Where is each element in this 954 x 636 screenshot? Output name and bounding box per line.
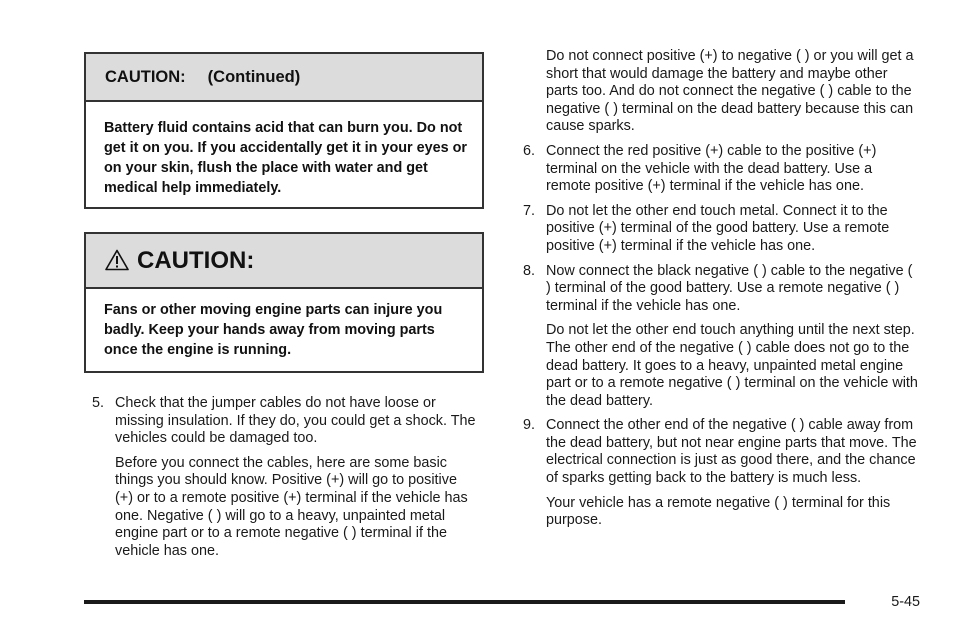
step-number: 9. <box>523 417 536 434</box>
caution-continued-box <box>84 52 484 209</box>
caution-label: CAUTION: <box>105 68 186 86</box>
step-text: Connect the other end of the negative ( ) cable away from the dead battery, but not near engine parts that move. The electrical connection is just as good there, and the chance of sparks getting back to the battery is much less. <box>546 417 917 487</box>
step-number: 5. <box>92 395 105 411</box>
caution-fans-header <box>86 234 482 289</box>
caution-label: CAUTION: <box>137 247 255 274</box>
caution-continued-text: Battery fluid contains acid that can burn you. Do not get it on you. If you accidentally get it in your eyes or on your skin, flush the place with water and get medical help immediately. <box>104 120 468 196</box>
step-text: Check that the jumper cables do not have loose or missing insulation. If they do, you could get a shock. The vehicles could be damaged too. <box>115 395 476 447</box>
step-6 <box>523 143 918 196</box>
step-7 <box>523 203 918 256</box>
step-number: 6. <box>523 142 536 159</box>
step-text: Connect the red positive (+) cable to the positive (+) terminal on the vehicle with the dead battery. Use a remote positive (+) terminal if the vehicle has one. <box>546 142 877 195</box>
footer-rule <box>84 600 845 604</box>
step-9-note: Your vehicle has a remote negative ( ) terminal for this purpose. <box>546 494 891 529</box>
step-text: Do not let the other end touch metal. Connect it to the positive (+) terminal of the good battery. Use a remote positive (+) terminal if the vehicle has one. <box>546 202 890 254</box>
step-8 <box>523 263 918 316</box>
page-number: 5-45 <box>891 594 920 610</box>
left-column <box>92 395 477 560</box>
caution-continued-suffix: (Continued) <box>207 68 301 86</box>
step-number: 8. <box>523 262 536 279</box>
step-8-note: Do not let the other end touch anything until the next step. The other end of the negative ( ) cable does not go to the dead battery. It goes to a heavy, unpainted metal engine part or to a remote negative ( ) terminal on the vehicle with the dead battery. <box>546 322 918 409</box>
caution-continued-header <box>86 54 482 102</box>
step-text: Now connect the black negative ( ) cable to the negative ( ) terminal of the good battery. Use a remote negative ( ) terminal if the vehicle has one. <box>546 262 913 314</box>
intro-paragraph: Do not connect positive (+) to negative ( ) or you will get a short that would damage the battery and maybe other parts too. And do not connect the negative ( ) cable to the negative ( ) terminal on the dead battery because this can cause sparks. <box>546 48 914 135</box>
caution-fans-box <box>84 232 484 373</box>
caution-fans-text: Fans or other moving engine parts can injure you badly. Keep your hands away from moving parts once the engine is running. <box>104 302 443 358</box>
step-5-note: Before you connect the cables, here are some basic things you should know. Positive (+) will go to positive (+) or to a remote positive (+) terminal if the vehicle has one. Negative ( ) will go to a heavy, unpainted metal engine part or to a remote negative ( ) terminal if the vehicle has one. <box>115 454 468 559</box>
right-column <box>523 48 918 530</box>
warning-triangle-icon <box>105 249 129 271</box>
step-number: 7. <box>523 202 536 219</box>
step-9 <box>523 417 918 487</box>
step-5 <box>92 395 477 448</box>
